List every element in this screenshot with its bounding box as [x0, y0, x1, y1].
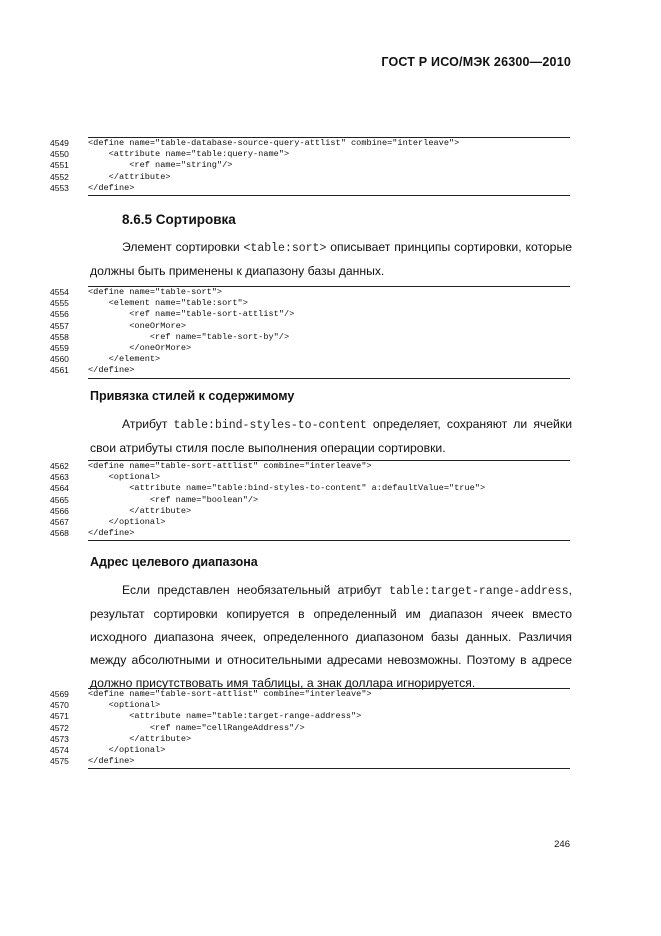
code-line [50, 711, 570, 722]
line-number: 4551 [50, 160, 69, 171]
code-line [50, 183, 570, 194]
code-line [50, 483, 570, 494]
code-line [50, 343, 570, 354]
paragraph-target-range: Если представлен необязательный атрибут table:target-range-address, результат сортировки копируется в определенный им диапазон ячеек вместо исходного диапазона ячеек, определенного диапазоном базы данных. Различия между абсолютными и относительными адресами невозможны. Поэтому в адресе должно присутствовать имя таблицы, а знак доллара игнорируется. [90, 583, 572, 690]
code-line [50, 298, 570, 309]
code-line [50, 461, 570, 472]
code-text: <ref name="cellRangeAddress"/> [88, 722, 305, 733]
line-number: 4575 [50, 756, 69, 767]
code-text: <define name="table-database-source-query-attlist" combine="interleave"> [88, 138, 460, 148]
code-line [50, 700, 570, 711]
code-line [50, 723, 570, 734]
code-text: </define> [88, 756, 135, 767]
code-block-bottom-rule [88, 768, 570, 769]
code-block-2 [50, 286, 570, 379]
code-text: </define> [88, 182, 135, 193]
document-header: ГОСТ Р ИСО/МЭК 26300—2010 [381, 55, 571, 69]
line-number: 4574 [50, 744, 69, 755]
line-number: 4564 [50, 483, 69, 494]
code-line [50, 365, 570, 376]
code-line [50, 287, 570, 298]
code-line [50, 354, 570, 365]
code-line [50, 138, 570, 149]
line-number: 4559 [50, 342, 69, 353]
line-number: 4555 [50, 298, 69, 309]
code-block-4 [50, 688, 570, 769]
code-line [50, 172, 570, 183]
code-block-bottom-rule [88, 195, 570, 196]
section-title: 8.6.5 Сортировка [122, 212, 236, 227]
code-block-1 [50, 137, 570, 196]
line-number: 4549 [50, 138, 69, 148]
code-text: </element> [88, 354, 161, 365]
line-number: 4565 [50, 494, 69, 505]
paragraph-sort-element: Элемент сортировки <table:sort> описывает принципы сортировки, которые должны быть применены к диапазону базы данных. [90, 240, 572, 278]
code-line [50, 528, 570, 539]
code-text: <ref name="string"/> [88, 160, 233, 171]
line-number: 4561 [50, 365, 69, 376]
code-line [50, 149, 570, 160]
code-text: <oneOrMore> [88, 320, 186, 331]
inline-code: table:bind-styles-to-content [173, 419, 367, 432]
line-number: 4557 [50, 320, 69, 331]
code-text: <attribute name="table:query-name"> [88, 149, 290, 160]
line-number: 4562 [50, 461, 69, 471]
code-line [50, 472, 570, 483]
code-text: </optional> [88, 516, 166, 527]
line-number: 4553 [50, 182, 69, 193]
code-text: <ref name="table-sort-by"/> [88, 331, 290, 342]
code-text: <optional> [88, 700, 161, 711]
code-line [50, 309, 570, 320]
code-text: </attribute> [88, 733, 192, 744]
line-number: 4550 [50, 149, 69, 160]
code-line [50, 495, 570, 506]
line-number: 4556 [50, 309, 69, 320]
line-number: 4560 [50, 354, 69, 365]
paragraph-bind-styles: Атрибут table:bind-styles-to-content определяет, сохраняют ли ячейки свои атрибуты стиля после выполнения операции сортировки. [90, 417, 573, 455]
subheading-bind-styles: Привязка стилей к содержимому [90, 389, 295, 403]
code-block-3 [50, 460, 570, 541]
line-number: 4552 [50, 171, 69, 182]
code-line [50, 734, 570, 745]
line-number: 4568 [50, 528, 69, 539]
code-line [50, 756, 570, 767]
code-text: </attribute> [88, 171, 171, 182]
line-number: 4572 [50, 722, 69, 733]
code-line [50, 506, 570, 517]
line-number: 4569 [50, 689, 69, 699]
code-text: <element name="table:sort"> [88, 298, 248, 309]
code-text: <attribute name="table:bind-styles-to-content" a:defaultValue="true"> [88, 483, 486, 494]
inline-code: <table:sort> [243, 242, 327, 255]
code-line [50, 321, 570, 332]
line-number: 4554 [50, 287, 69, 297]
code-block-bottom-rule [88, 378, 570, 379]
line-number: 4567 [50, 516, 69, 527]
line-number: 4573 [50, 733, 69, 744]
code-text: <ref name="boolean"/> [88, 494, 259, 505]
inline-code: table:target-range-address [389, 585, 569, 598]
code-text: </define> [88, 365, 135, 376]
code-text: <ref name="table-sort-attlist"/> [88, 309, 295, 320]
code-line [50, 517, 570, 528]
line-number: 4571 [50, 711, 69, 722]
code-text: <optional> [88, 472, 161, 483]
subheading-target-range: Адрес целевого диапазона [90, 555, 258, 569]
line-number: 4558 [50, 331, 69, 342]
line-number: 4563 [50, 472, 69, 483]
code-line [50, 332, 570, 343]
page-number: 246 [554, 839, 570, 850]
line-number: 4570 [50, 700, 69, 711]
code-line [50, 745, 570, 756]
code-text: <attribute name="table:target-range-address"> [88, 711, 362, 722]
code-text: </define> [88, 528, 135, 539]
code-text: </optional> [88, 744, 166, 755]
code-text: </attribute> [88, 505, 192, 516]
code-line [50, 160, 570, 171]
code-line [50, 689, 570, 700]
code-text: <define name="table-sort-attlist" combine="interleave"> [88, 461, 372, 471]
line-number: 4566 [50, 505, 69, 516]
code-text: </oneOrMore> [88, 342, 192, 353]
code-text: <define name="table-sort-attlist" combine="interleave"> [88, 689, 372, 699]
code-block-bottom-rule [88, 540, 570, 541]
code-text: <define name="table-sort"> [88, 287, 223, 297]
